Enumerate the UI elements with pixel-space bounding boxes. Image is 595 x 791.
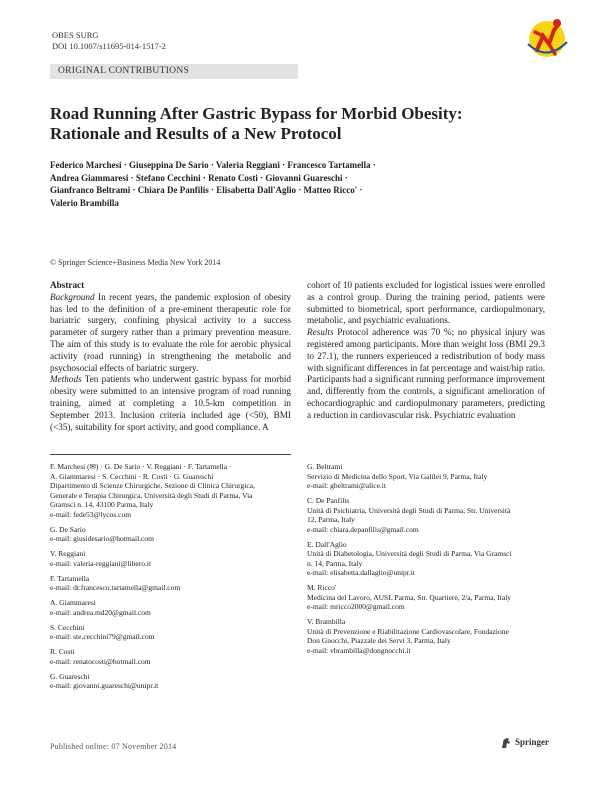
affiliation-email[interactable]: e-mail: valeria-reggiani@libero.it	[50, 558, 152, 568]
affiliation-line: 12, Parma, Italy	[307, 515, 355, 524]
affiliation-block	[50, 462, 291, 519]
publisher-name: Springer	[515, 737, 550, 748]
affiliation-line: Unità di Psichiatria, Università degli Studi di Parma, Str. Università	[307, 505, 511, 515]
affiliation-block	[50, 525, 291, 544]
affiliation-line: F. Tartamella	[50, 573, 90, 583]
author-line: Valerio Brambilla	[50, 197, 119, 208]
article-title	[50, 104, 530, 144]
affiliation-line: Gramsci n. 14, 43100 Parma, Italy	[50, 500, 154, 509]
background-text: In recent years, the pandemic explosion of obesity has led to the definition of a pre-eminent therapeutic role for bariatric surgery, confining physical activity to a success parameter of surgery rather than a primary prevention measure. The aim of this study is to evaluate the role for aerobic physical activity (road running) in strengthening the metabolic and psychosocial effects of bariatric surgery.	[50, 291, 291, 373]
springer-horse-icon	[500, 737, 512, 749]
affiliation-email[interactable]: e-mail: gbeltrami@alice.it	[307, 481, 386, 490]
affiliation-email[interactable]: e-mail: andrea.md20@gmail.com	[50, 607, 151, 617]
affiliation-line: Medicina del Lavoro, AUSL Parma, Str. Quartiere, 2/a, Parma, Italy	[307, 592, 512, 602]
section-label: ORIGINAL CONTRIBUTIONS	[50, 64, 298, 79]
control-paragraph: cohort of 10 patients excluded for logistical issues were enrolled as a control group. During the training period, patients were submitted to biometrical, sport performance, cardiopulmonary, metabolic, and psychiatric evaluations.	[307, 280, 545, 326]
abstract-left-column	[50, 280, 291, 433]
journal-logo	[523, 14, 571, 64]
affiliation-line: V. Reggiani	[50, 549, 86, 558]
affiliation-line: V. Brambilla	[307, 617, 346, 626]
abstract-heading: Abstract	[50, 280, 85, 290]
publisher-logo	[500, 737, 549, 749]
results-paragraph	[307, 327, 545, 421]
affiliation-email[interactable]: e-mail: vbrambilla@dongnocchi.it	[307, 645, 411, 655]
abstract-right-column	[307, 280, 545, 422]
affiliation-email[interactable]: e-mail: renatocosti@hotmail.com	[50, 656, 151, 666]
affiliation-line: S. Cecchini	[50, 622, 85, 632]
affiliation-line: M. Ricco'	[307, 583, 337, 592]
affiliation-line: Don Gnocchi, Piazzale dei Servi 3, Parma, Italy	[307, 636, 451, 645]
affiliation-block	[50, 647, 291, 666]
methods-label: Methods	[50, 374, 82, 385]
author-line: Federico Marchesi · Giuseppina De Sario · Valeria Reggiani · Francesco Tartamella ·	[50, 160, 376, 170]
affiliation-line: Generale e Terapia Chirurgica, Università degli Studi di Parma, Via	[50, 490, 253, 500]
methods-paragraph	[50, 374, 291, 433]
journal-name: OBES SURG	[52, 30, 99, 40]
affiliations-left	[50, 462, 291, 696]
author-line: Andrea Giammaresi · Stefano Cecchini · Renato Costi · Giovanni Guareschi ·	[50, 172, 348, 183]
affiliation-block	[50, 574, 291, 593]
methods-text: Ten patients who underwent gastric bypass for morbid obesity were submitted to an intensive program of road running training, aimed at completing a 10.5-km competition in September 2013. Inclusion criteria included age (<50), BMI (<35), suitability for sport activity, and good compliance. A	[50, 374, 291, 432]
affiliation-line: R. Costi	[50, 647, 75, 656]
affiliation-line: Dipartimento di Scienze Chirurgiche, Sezione di Clinica Chirurgica,	[50, 481, 255, 490]
affiliation-line: G. De Sario	[50, 524, 86, 534]
affiliation-line: Servizio di Medicina dello Sport, Via Galilei 9, Parma, Italy	[307, 471, 488, 481]
results-label: Results	[307, 327, 334, 338]
affiliation-email[interactable]: e-mail: elisabetta.dallaglio@unipr.it	[307, 568, 415, 577]
results-text: Protocol adherence was 70 %; no physical injury was registered among participants. More than weight loss (BMI 29.3 to 27.1), the runners experienced a redistribution of body mass with significant differences in fat percentage and waist/hip ratio. Participants had a significant running performance improvement and, differently from the controls, a significant amelioration of echocardiographic and cardiopulmonary parameters, predicting a reduction in cardiovascular risk. Psychiatric evaluation	[307, 327, 545, 420]
affiliations-right	[307, 462, 545, 661]
affiliation-line: G. Guareschi	[50, 671, 90, 681]
affiliation-line: n. 14, Parma, Italy	[307, 558, 363, 568]
copyright-notice: © Springer Science+Business Media New York 2014	[50, 258, 221, 267]
affiliation-block	[307, 496, 545, 534]
affiliation-block	[50, 623, 291, 642]
affiliation-block	[307, 462, 545, 491]
affiliation-email[interactable]: e-mail: mricco2000@gmail.com	[307, 602, 405, 611]
author-list	[50, 159, 410, 209]
affiliation-email[interactable]: e-mail: chiara.depanfilis@gmail.com	[307, 524, 419, 534]
title-line-2: Rationale and Results of a New Protocol	[50, 124, 342, 143]
affiliation-block	[307, 583, 545, 612]
affiliation-block	[50, 672, 291, 691]
affiliation-block	[50, 598, 291, 617]
affiliation-email[interactable]: e-mail: giusidesario@hotmail.com	[50, 534, 154, 543]
affiliation-email[interactable]: e-mail: fede53@lycos.com	[50, 509, 132, 519]
published-date: Published online: 07 November 2014	[50, 742, 177, 751]
affiliation-line: G. Beltrami	[307, 462, 343, 471]
affiliation-line: Unità di Diabetologia, Università degli Studi di Parma, Via Gramsci	[307, 549, 512, 558]
background-label: Background	[50, 291, 95, 302]
affiliation-divider	[50, 454, 291, 455]
author-line: Gianfranco Beltrami · Chiara De Panfilis · Elisabetta Dall'Aglio · Matteo Ricco' ·	[50, 185, 363, 195]
affiliation-line: A. Giammaresi	[50, 598, 96, 607]
affiliation-email[interactable]: e-mail: dr.francesco.tartamella@gmail.com	[50, 583, 181, 592]
affiliation-line: A. Giammaresi · S. Cecchini · R. Costi · G. Guareschi	[50, 471, 214, 481]
affiliation-line: F. Marchesi (✉) · G. De Sario · V. Reggiani · F. Tartamella ·	[50, 462, 232, 471]
background-paragraph	[50, 292, 291, 375]
title-line-1: Road Running After Gastric Bypass for Morbid Obesity:	[50, 104, 463, 123]
journal-header	[52, 30, 166, 52]
doi: DOI 10.1007/s11695-014-1517-2	[52, 41, 166, 51]
affiliation-block	[307, 540, 545, 578]
affiliation-block	[307, 617, 545, 655]
affiliation-line: C. De Panfilis	[307, 496, 350, 505]
affiliation-email[interactable]: e-mail: ste.cecchini79@gmail.com	[50, 632, 155, 641]
affiliation-line: E. Dall'Aglio	[307, 539, 347, 549]
affiliation-line: Unità di Prevenzione e Riabilitazione Cardiovascolare, Fondazione	[307, 626, 509, 636]
affiliation-email[interactable]: e-mail: giovanni.guareschi@unipr.it	[50, 681, 159, 690]
affiliation-block	[50, 549, 291, 568]
